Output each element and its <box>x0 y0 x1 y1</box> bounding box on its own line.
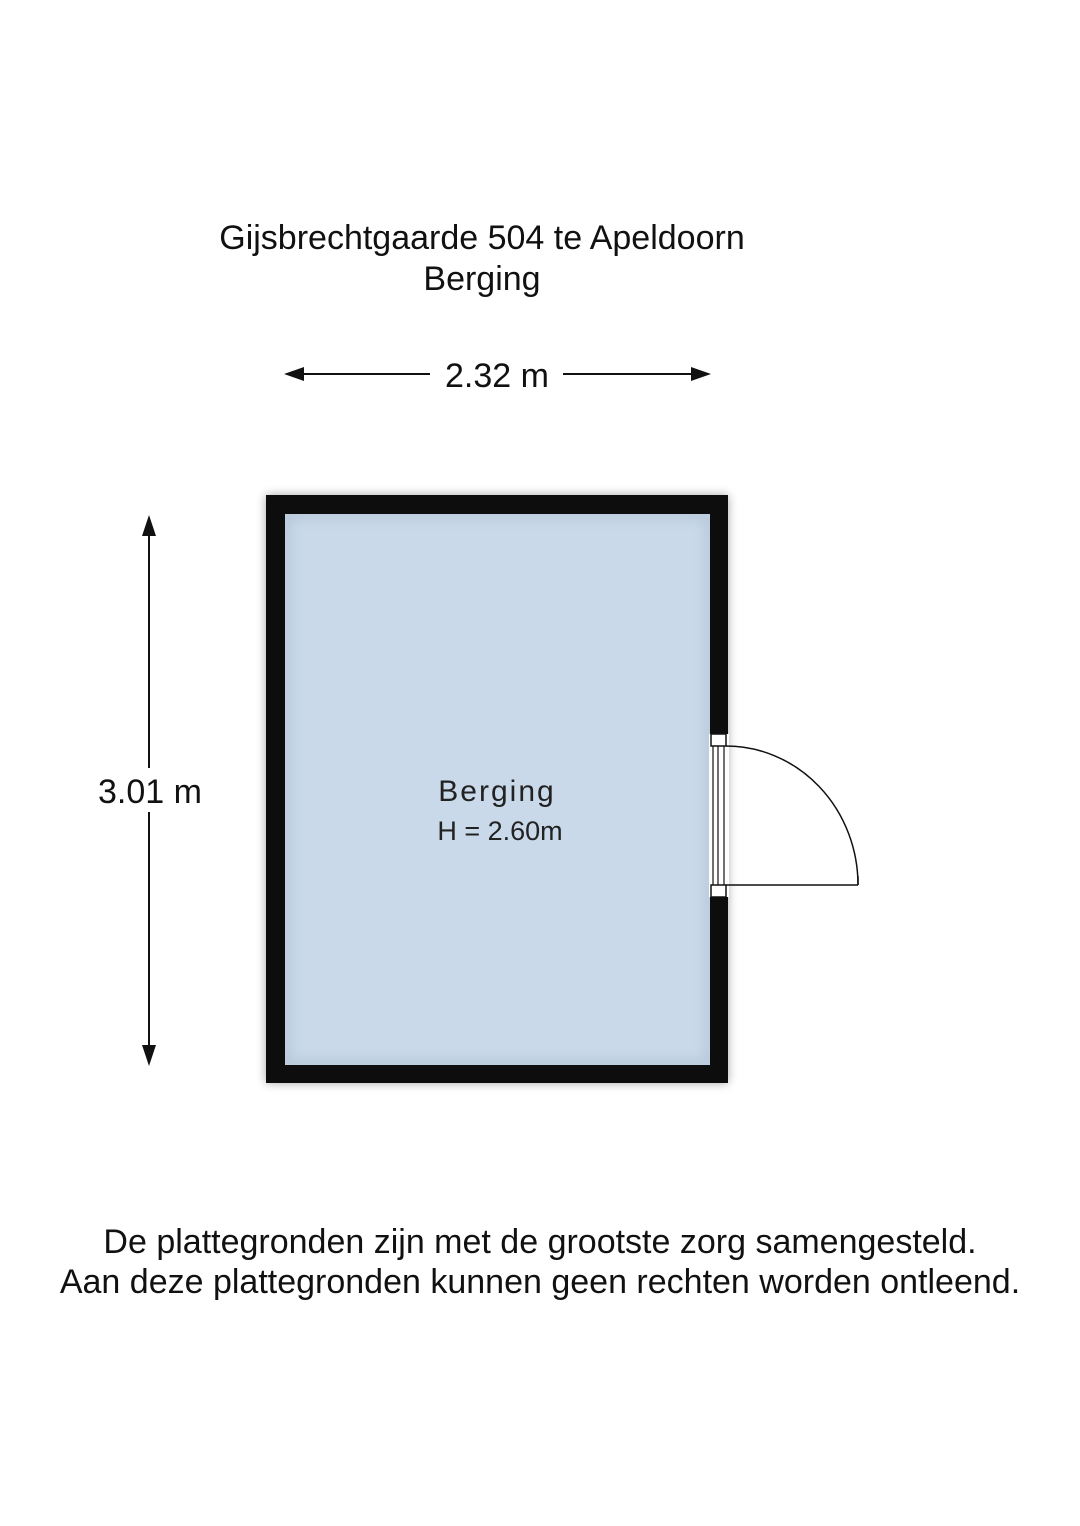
door-opening <box>709 734 729 897</box>
room-ceiling-height-label: H = 2.60m <box>437 816 563 846</box>
disclaimer-line-2: Aan deze plattegronden kunnen geen rechten worden ontleend. <box>59 1263 1021 1301</box>
plan-address-title: Gijsbrechtgaarde 504 te Apeldoorn <box>219 219 745 257</box>
width-dimension <box>284 357 711 395</box>
door-jamb-bottom <box>711 885 726 897</box>
door-jamb-top <box>711 734 726 746</box>
arrow-up-icon <box>142 515 156 536</box>
arrow-left-icon <box>284 367 304 381</box>
door-swing-arc <box>726 746 858 885</box>
arrow-down-icon <box>142 1045 156 1066</box>
plan-floor-title: Berging <box>423 260 541 298</box>
arrow-right-icon <box>691 367 711 381</box>
height-dimension-label: 3.01 m <box>98 773 202 811</box>
room-berging <box>266 495 858 1083</box>
room-name-label: Berging <box>438 775 556 808</box>
disclaimer-line-1: De plattegronden zijn met de grootste zorg samengesteld. <box>103 1223 977 1261</box>
height-dimension <box>98 515 202 1066</box>
width-dimension-label: 2.32 m <box>445 357 549 395</box>
